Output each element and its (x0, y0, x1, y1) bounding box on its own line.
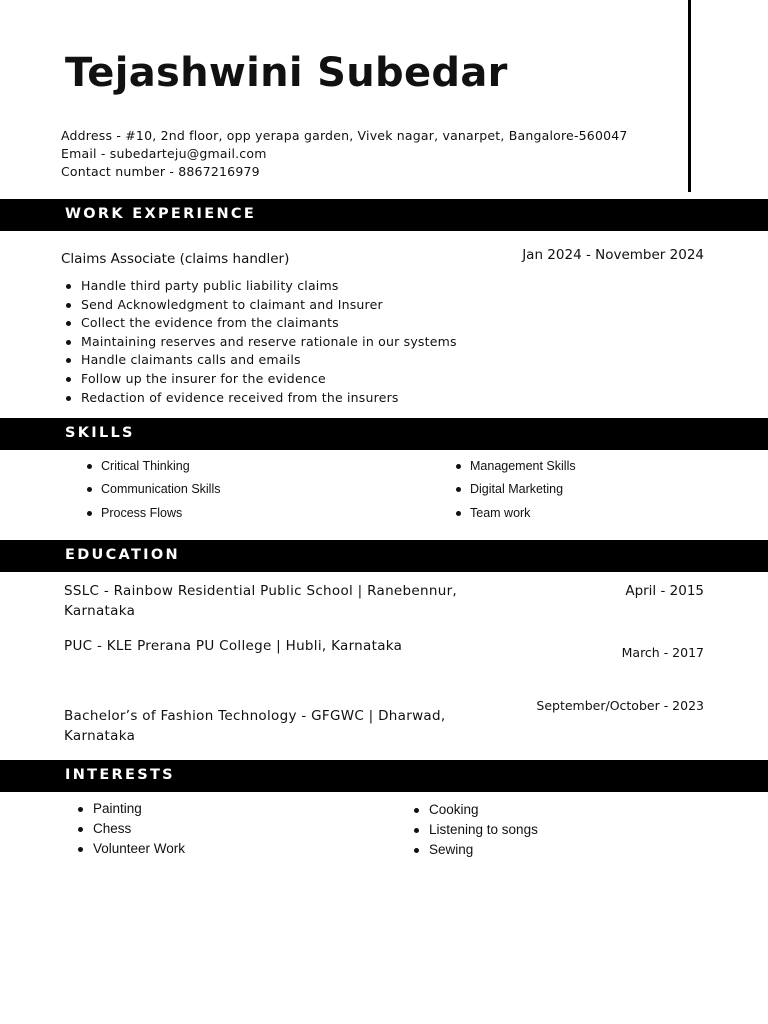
list-item: Handle third party public liability claims (81, 277, 457, 296)
header-divider-line (688, 0, 691, 192)
interests-list-right (429, 800, 538, 860)
list-item: Cooking (429, 800, 538, 820)
phone-text: Contact number - 8867216979 (61, 164, 260, 179)
list-item: Send Acknowledgment to claimant and Insurer (81, 296, 457, 315)
job-date: Jan 2024 - November 2024 (522, 247, 704, 263)
list-item: Volunteer Work (93, 839, 185, 859)
list-item: Listening to songs (429, 820, 538, 840)
candidate-name: Tejashwini Subedar (65, 50, 508, 96)
list-item: Critical Thinking (101, 455, 220, 478)
list-item: Handle claimants calls and emails (81, 351, 457, 370)
education-entry-name: PUC - KLE Prerana PU College | Hubli, Karnataka (64, 638, 403, 654)
list-item: Sewing (429, 840, 538, 860)
list-item: Maintaining reserves and reserve rationale in our systems (81, 333, 457, 352)
education-entry-date: April - 2015 (625, 583, 704, 599)
education-entry-date: September/October - 2023 (536, 698, 704, 713)
education-entry-date: March - 2017 (621, 645, 704, 660)
list-item: Digital Marketing (470, 478, 576, 501)
list-item: Chess (93, 819, 185, 839)
list-item: Team work (470, 502, 576, 525)
list-item: Management Skills (470, 455, 576, 478)
list-item: Redaction of evidence received from the insurers (81, 389, 457, 408)
skills-list-left (101, 455, 220, 525)
work-experience-heading-bar (0, 199, 768, 231)
skills-heading-bar (0, 418, 768, 450)
address-text: Address - #10, 2nd floor, opp yerapa garden, Vivek nagar, vanarpet, Bangalore-560047 (61, 128, 628, 143)
duties-list (81, 277, 457, 407)
list-item: Process Flows (101, 502, 220, 525)
education-heading: EDUCATION (65, 547, 180, 563)
education-entry-name: SSLC - Rainbow Residential Public School | Ranebennur, Karnataka (64, 583, 458, 619)
education-heading-bar (0, 540, 768, 572)
work-experience-heading: WORK EXPERIENCE (65, 206, 257, 222)
list-item: Painting (93, 799, 185, 819)
interests-list-left (93, 799, 185, 859)
education-entry-name: Bachelor’s of Fashion Technology - GFGWC | Dharwad, Karnataka (64, 708, 446, 744)
interests-heading: INTERESTS (65, 767, 175, 783)
interests-heading-bar (0, 760, 768, 792)
list-item: Follow up the insurer for the evidence (81, 370, 457, 389)
list-item: Communication Skills (101, 478, 220, 501)
list-item: Collect the evidence from the claimants (81, 314, 457, 333)
email-text: Email - subedarteju@gmail.com (61, 146, 267, 161)
contact-block (61, 127, 628, 181)
skills-heading: SKILLS (65, 425, 135, 441)
skills-list-right (470, 455, 576, 525)
job-title: Claims Associate (claims handler) (61, 251, 290, 267)
